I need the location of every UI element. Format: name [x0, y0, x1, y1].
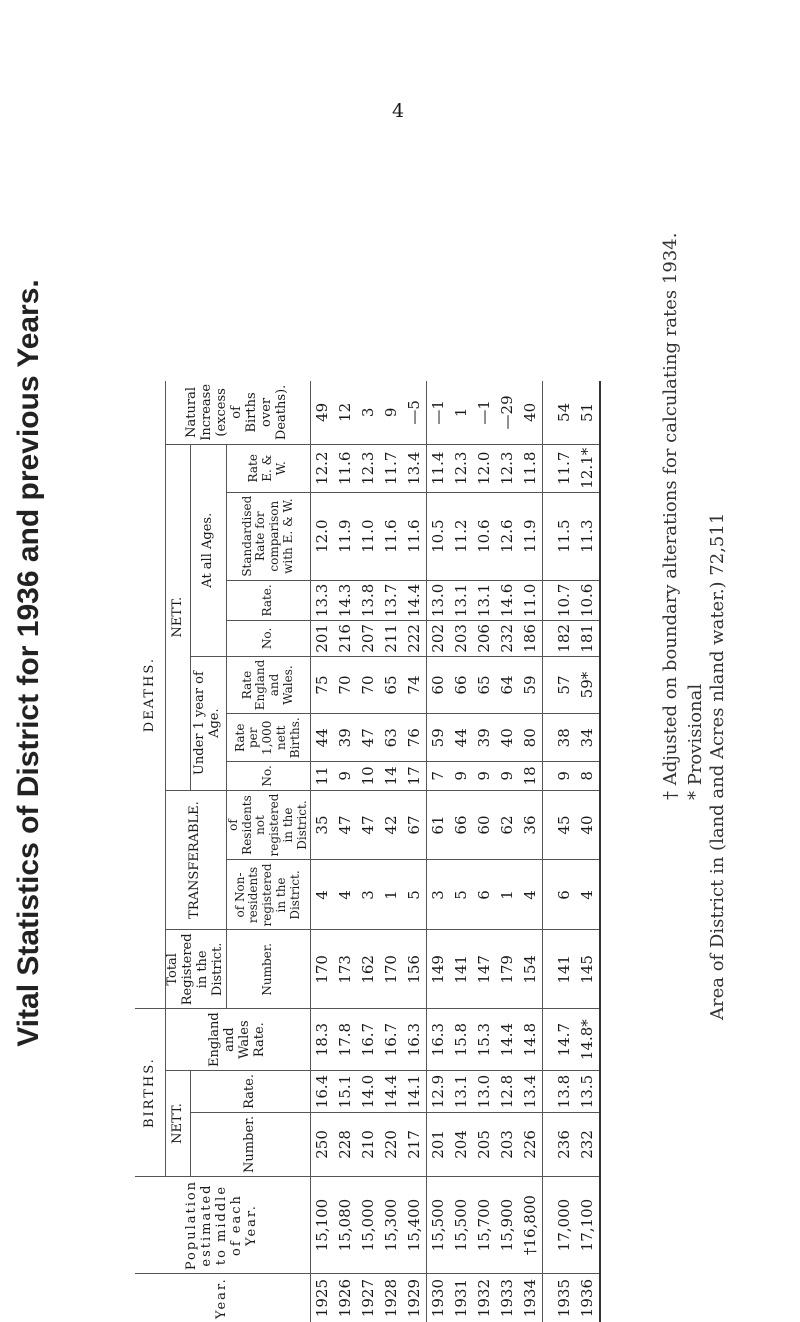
cell-births-no: 236 — [553, 1112, 576, 1176]
cell-all-rate: 11.0 — [519, 580, 543, 620]
cell-births-rate: 14.4 — [380, 1071, 403, 1113]
cell-nat: 1 — [452, 407, 471, 418]
cell-births-no: 201 — [426, 1112, 450, 1176]
cell-u1-rate: 44 — [310, 714, 334, 762]
cell-all-rate: 10.6 — [576, 580, 600, 620]
cell-u1-ew: 75 — [310, 656, 334, 714]
cell-all-rate: 13.1 — [450, 580, 473, 620]
cell-u1-rate: 76 — [403, 714, 427, 762]
under1-header: Under 1 year of Age. — [191, 656, 227, 790]
non-residents-header: of Non-residents registered in the District. — [226, 860, 310, 930]
cell-births-no: 232 — [576, 1112, 600, 1176]
cell-births-no: 220 — [380, 1112, 403, 1176]
cell-births-rate: 13.4 — [519, 1071, 543, 1113]
cell-std: 11.0 — [357, 492, 380, 580]
cell-u1-ew: 70 — [334, 656, 357, 714]
cell-u1-rate — [542, 714, 553, 762]
cell-u1-ew: 65 — [473, 656, 496, 714]
cell-u1-ew: 74 — [403, 656, 427, 714]
page-title: Vital Statistics of District for 1936 and previous Years. — [12, 279, 45, 1047]
cell-nat: 9 — [382, 407, 401, 418]
cell-ew: 11.7 — [380, 444, 403, 492]
cell-nat: —1 — [475, 400, 494, 425]
cell-nat: 3 — [359, 407, 378, 418]
table-row — [380, 381, 403, 1322]
ew-rate-header: Rate E. & W. — [226, 444, 310, 492]
table-row — [426, 381, 450, 1322]
cell-u1-rate: 47 — [357, 714, 380, 762]
cell-all-no: 207 — [357, 621, 380, 657]
cell-std: 11.9 — [334, 492, 357, 580]
residents-not-header: of Residents not registered in the District. — [226, 790, 310, 860]
cell-pop: 15,300 — [380, 1176, 403, 1273]
cell-res-not: 61 — [426, 790, 450, 860]
cell-res-not: 62 — [496, 790, 519, 860]
cell-births-no: 205 — [473, 1112, 496, 1176]
cell-births-no: 226 — [519, 1112, 543, 1176]
cell-u1-no: 9 — [553, 762, 576, 790]
cell-res-not — [542, 790, 553, 860]
cell-std: 10.5 — [426, 492, 450, 580]
cell-res-not: 67 — [403, 790, 427, 860]
table-row — [519, 381, 543, 1322]
cell-births-no: 203 — [496, 1112, 519, 1176]
cell-births-no: 250 — [310, 1112, 334, 1176]
table-row — [357, 381, 380, 1322]
cell-all-no: 201 — [310, 621, 334, 657]
cell-births-ew: 16.7 — [380, 1009, 403, 1071]
cell-u1-ew: 64 — [496, 656, 519, 714]
cell-year: 1926 — [334, 1274, 357, 1322]
cell-total-no: 170 — [310, 930, 334, 1009]
cell-u1-ew: 57 — [553, 656, 576, 714]
cell-std: 11.3 — [576, 492, 600, 580]
cell-nat: 51 — [576, 381, 600, 444]
cell-total-no: 141 — [553, 930, 576, 1009]
cell-ew — [542, 444, 553, 492]
cell-births-no: 204 — [450, 1112, 473, 1176]
cell-nat: 40 — [519, 381, 543, 444]
cell-pop: 15,700 — [473, 1176, 496, 1273]
cell-all-no: 206 — [473, 621, 496, 657]
vital-statistics-table — [135, 381, 601, 1322]
footnote-provisional: * Provisional — [685, 683, 706, 800]
cell-all-rate: 14.3 — [334, 580, 357, 620]
cell-res-not: 66 — [450, 790, 473, 860]
cell-nat: 54 — [555, 402, 574, 422]
cell-all-rate: 13.3 — [310, 580, 334, 620]
cell-u1-rate: 40 — [496, 714, 519, 762]
cell-births-rate: 15.1 — [334, 1071, 357, 1113]
cell-u1-no: 11 — [310, 762, 334, 790]
cell-res-not: 47 — [357, 790, 380, 860]
transferable-header: TRANSFERABLE. — [166, 790, 227, 930]
births-header: BIRTHS. — [135, 1009, 166, 1177]
cell-pop: 15,000 — [357, 1176, 380, 1273]
cell-u1-no: 9 — [334, 762, 357, 790]
cell-pop: 15,400 — [403, 1176, 427, 1273]
cell-births-ew: 14.8* — [576, 1009, 600, 1071]
cell-u1-no: 18 — [519, 762, 543, 790]
cell-year: 1933 — [496, 1274, 519, 1322]
cell-ew: 12.3 — [450, 444, 473, 492]
cell-pop: 15,080 — [334, 1176, 357, 1273]
cell-year: 1930 — [426, 1274, 450, 1322]
cell-nat — [542, 381, 553, 444]
cell-all-no: 232 — [496, 621, 519, 657]
cell-year: 1936 — [576, 1274, 600, 1322]
footnote-adjusted: † Adjusted on boundary alterations for calculating rates 1934. — [660, 232, 681, 800]
cell-ew: 12.3 — [357, 444, 380, 492]
cell-births-ew: 14.7 — [553, 1009, 576, 1071]
cell-ew: 11.4 — [426, 444, 450, 492]
cell-births-no: 228 — [334, 1112, 357, 1176]
cell-births-ew: 14.8 — [519, 1009, 543, 1071]
cell-all-rate: 13.7 — [380, 580, 403, 620]
total-number-header: Number. — [226, 930, 310, 1009]
cell-u1-rate: 63 — [380, 714, 403, 762]
cell-all-no: 222 — [403, 621, 427, 657]
cell-all-rate: 14.6 — [496, 580, 519, 620]
cell-all-rate: 14.4 — [403, 580, 427, 620]
cell-u1-rate: 34 — [576, 714, 600, 762]
allages-no-header: No. — [226, 621, 310, 657]
cell-non-res: 6 — [473, 860, 496, 930]
births-ew-header: England and Wales Rate. — [166, 1009, 311, 1071]
cell-std: 10.6 — [473, 492, 496, 580]
cell-births-ew: 16.3 — [403, 1009, 427, 1071]
allages-header: At all Ages. — [191, 444, 227, 656]
under1-rate-header: Rate per 1,000 nett Births. — [226, 714, 310, 762]
cell-non-res: 1 — [380, 860, 403, 930]
cell-u1-rate: 59 — [426, 714, 450, 762]
cell-u1-no: 10 — [357, 762, 380, 790]
cell-pop: 17,100 — [576, 1176, 600, 1273]
cell-births-no — [542, 1112, 553, 1176]
allages-rate-header: Rate. — [226, 580, 310, 620]
cell-all-no: 186 — [519, 621, 543, 657]
cell-births-ew: 15.3 — [473, 1009, 496, 1071]
cell-u1-ew: 66 — [450, 656, 473, 714]
cell-pop: 15,500 — [426, 1176, 450, 1273]
cell-nat: —29 — [498, 395, 517, 430]
cell-births-ew: 16.3 — [426, 1009, 450, 1071]
cell-u1-rate: 80 — [519, 714, 543, 762]
cell-pop: †16,800 — [519, 1176, 543, 1273]
births-nett-header: NETT. — [166, 1071, 191, 1177]
table-row — [334, 381, 357, 1322]
cell-ew: 11.6 — [334, 444, 357, 492]
cell-all-no: 216 — [334, 621, 357, 657]
cell-u1-ew: 60 — [426, 656, 450, 714]
cell-non-res: 5 — [450, 860, 473, 930]
cell-std: 11.2 — [450, 492, 473, 580]
cell-total-no: 170 — [380, 930, 403, 1009]
under1-no-header: No. — [226, 762, 310, 790]
cell-births-rate: 14.0 — [357, 1071, 380, 1113]
cell-total-no: 149 — [426, 930, 450, 1009]
cell-total-no: 156 — [403, 930, 427, 1009]
cell-ew: 12.3 — [496, 444, 519, 492]
cell-total-no: 162 — [357, 930, 380, 1009]
deaths-nett-header: NETT. — [166, 444, 191, 790]
cell-all-rate: 13.1 — [473, 580, 496, 620]
cell-non-res — [542, 860, 553, 930]
cell-u1-no: 17 — [403, 762, 427, 790]
cell-all-no: 203 — [450, 621, 473, 657]
table-row — [473, 381, 496, 1322]
cell-ew: 11.8 — [519, 444, 543, 492]
cell-u1-rate: 39 — [473, 714, 496, 762]
cell-total-no: 141 — [450, 930, 473, 1009]
cell-births-ew: 17.8 — [334, 1009, 357, 1071]
cell-total-no — [542, 930, 553, 1009]
table-row — [553, 381, 576, 1322]
cell-non-res: 1 — [496, 860, 519, 930]
cell-all-no: 211 — [380, 621, 403, 657]
cell-non-res: 3 — [426, 860, 450, 930]
cell-u1-no: 7 — [426, 762, 450, 790]
cell-res-not: 40 — [576, 790, 600, 860]
cell-res-not: 36 — [519, 790, 543, 860]
births-number-header: Number. — [191, 1112, 311, 1176]
table-row — [576, 381, 600, 1322]
cell-year: 1929 — [403, 1274, 427, 1322]
table-row — [542, 381, 553, 1322]
cell-nat: 49 — [313, 402, 332, 422]
deaths-header: DEATHS. — [135, 381, 166, 1009]
footnote-area: Area of District in (land and Acres nland water.) 72,511 — [707, 512, 728, 1020]
table-row — [403, 381, 427, 1322]
cell-u1-rate: 39 — [334, 714, 357, 762]
standardised-header: Standardised Rate for comparison with E. & W. — [226, 492, 310, 580]
cell-res-not: 47 — [334, 790, 357, 860]
cell-year: 1932 — [473, 1274, 496, 1322]
cell-total-no: 147 — [473, 930, 496, 1009]
cell-u1-ew — [542, 656, 553, 714]
cell-year: 1927 — [357, 1274, 380, 1322]
cell-non-res: 4 — [334, 860, 357, 930]
cell-std: 11.6 — [380, 492, 403, 580]
year-header: Year. — [135, 1274, 310, 1322]
cell-year: 1934 — [519, 1274, 543, 1322]
cell-births-no: 217 — [403, 1112, 427, 1176]
cell-non-res: 4 — [576, 860, 600, 930]
cell-all-no: 181 — [576, 621, 600, 657]
cell-res-not: 35 — [310, 790, 334, 860]
cell-std: 11.5 — [553, 492, 576, 580]
cell-total-no: 154 — [519, 930, 543, 1009]
cell-u1-ew: 59* — [576, 656, 600, 714]
cell-births-rate — [542, 1071, 553, 1113]
cell-nat: —1 — [429, 400, 448, 425]
cell-year: 1925 — [310, 1274, 334, 1322]
cell-u1-no: 14 — [380, 762, 403, 790]
cell-births-no: 210 — [357, 1112, 380, 1176]
cell-total-no: 145 — [576, 930, 600, 1009]
cell-u1-ew: 59 — [519, 656, 543, 714]
cell-pop: 15,900 — [496, 1176, 519, 1273]
page-number: 4 — [392, 100, 405, 122]
cell-u1-no: 9 — [473, 762, 496, 790]
cell-non-res: 4 — [310, 860, 334, 930]
cell-std: 12.6 — [496, 492, 519, 580]
cell-u1-no: 9 — [450, 762, 473, 790]
cell-non-res: 3 — [357, 860, 380, 930]
cell-births-rate: 12.8 — [496, 1071, 519, 1113]
cell-births-ew: 18.3 — [310, 1009, 334, 1071]
cell-pop — [542, 1176, 553, 1273]
cell-res-not: 60 — [473, 790, 496, 860]
cell-all-no: 202 — [426, 621, 450, 657]
cell-u1-rate: 38 — [553, 714, 576, 762]
cell-std: 12.0 — [310, 492, 334, 580]
natural-increase-header: Natural Increase (excess of Births over Deaths). — [166, 381, 311, 444]
cell-year: 1935 — [553, 1274, 576, 1322]
table-row — [450, 381, 473, 1322]
cell-year: 1931 — [450, 1274, 473, 1322]
cell-non-res: 5 — [403, 860, 427, 930]
cell-all-rate: 13.8 — [357, 580, 380, 620]
cell-births-ew: 15.8 — [450, 1009, 473, 1071]
cell-ew: 13.4 — [403, 444, 427, 492]
cell-total-no: 179 — [496, 930, 519, 1009]
cell-births-ew: 16.7 — [357, 1009, 380, 1071]
cell-births-rate: 14.1 — [403, 1071, 427, 1113]
cell-nat: 12 — [336, 402, 355, 422]
cell-std: 11.6 — [403, 492, 427, 580]
cell-all-no: 182 — [553, 621, 576, 657]
cell-std — [542, 492, 553, 580]
cell-births-ew: 14.4 — [496, 1009, 519, 1071]
cell-year — [542, 1274, 553, 1322]
cell-all-no — [542, 621, 553, 657]
cell-res-not: 45 — [553, 790, 576, 860]
cell-ew: 12.0 — [473, 444, 496, 492]
cell-u1-no: 9 — [496, 762, 519, 790]
births-rate-header: Rate. — [191, 1071, 311, 1113]
cell-year: 1928 — [380, 1274, 403, 1322]
cell-ew: 11.7 — [553, 444, 576, 492]
table-row — [496, 381, 519, 1322]
cell-all-rate — [542, 580, 553, 620]
cell-u1-ew: 65 — [380, 656, 403, 714]
table-row — [310, 381, 334, 1322]
cell-non-res: 6 — [553, 860, 576, 930]
cell-pop: 15,100 — [310, 1176, 334, 1273]
cell-u1-no: 8 — [576, 762, 600, 790]
cell-ew: 12.2 — [310, 444, 334, 492]
cell-u1-ew: 70 — [357, 656, 380, 714]
cell-std: 11.9 — [519, 492, 543, 580]
cell-births-rate: 12.9 — [426, 1071, 450, 1113]
cell-all-rate: 13.0 — [426, 580, 450, 620]
cell-pop: 15,500 — [450, 1176, 473, 1273]
cell-births-ew — [542, 1009, 553, 1071]
cell-ew: 12.1* — [576, 444, 600, 492]
cell-total-no: 173 — [334, 930, 357, 1009]
cell-pop: 17,000 — [553, 1176, 576, 1273]
under1-ew-header: Rate England and Wales. — [226, 656, 310, 714]
population-header: Population estimated to middle of each Year. — [135, 1176, 310, 1273]
cell-u1-no — [542, 762, 553, 790]
cell-res-not: 42 — [380, 790, 403, 860]
cell-non-res: 4 — [519, 860, 543, 930]
table-body — [310, 381, 600, 1322]
total-registered-header: Total Registered in the District. — [166, 930, 227, 1009]
cell-births-rate: 13.1 — [450, 1071, 473, 1113]
cell-all-rate: 10.7 — [553, 580, 576, 620]
cell-u1-rate: 44 — [450, 714, 473, 762]
cell-births-rate: 13.5 — [576, 1071, 600, 1113]
cell-births-rate: 13.0 — [473, 1071, 496, 1113]
cell-nat: —5 — [403, 381, 427, 444]
cell-births-rate: 16.4 — [310, 1071, 334, 1113]
cell-births-rate: 13.8 — [553, 1071, 576, 1113]
